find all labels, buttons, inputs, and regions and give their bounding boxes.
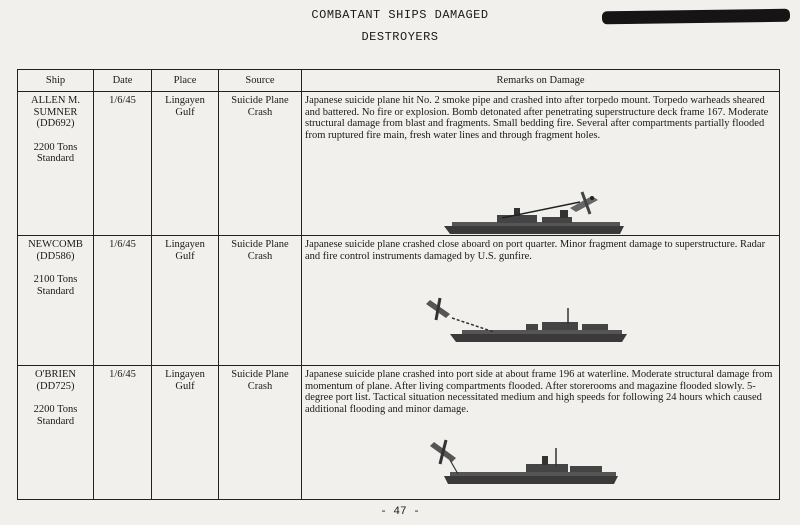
ship-name: O'BRIEN	[35, 369, 76, 380]
source-cell: Suicide Plane Crash	[219, 236, 302, 366]
redaction-mark	[602, 9, 790, 25]
column-header-place: Place	[152, 70, 219, 92]
ship-tonnage: 2200 Tons	[33, 141, 78, 153]
date-cell: 1/6/45	[94, 92, 152, 236]
ship-tonnage-type: Standard	[36, 153, 75, 164]
ship-tonnage: 2100 Tons	[33, 274, 78, 285]
ship-name: ALLEN M. SUMNER	[31, 95, 80, 118]
table-row	[18, 236, 780, 366]
ship-name: NEWCOMB	[28, 239, 83, 250]
ship-number: (DD586)	[36, 250, 75, 262]
remarks-text: Japanese suicide plane crashed into port side at about frame 196 at waterline. Moderate structural damage from momentum of plane. After living compartments flooded. After storerooms and magazine flooded slowly. 5-degree port list. Tactical situation necessitated medium and high speeds for following 24 hours which caused additional flooding and minor damage.	[305, 369, 773, 415]
page-subtitle: DESTROYERS	[361, 30, 439, 44]
date-cell: 1/6/45	[94, 236, 152, 366]
column-header-remarks: Remarks on Damage	[302, 70, 780, 92]
ship-cell	[18, 92, 94, 236]
remarks-cell	[302, 92, 780, 236]
ship-tonnage-type: Standard	[36, 415, 75, 427]
ship-cell	[18, 236, 94, 366]
table-row	[18, 366, 780, 500]
table-header-row	[18, 70, 780, 92]
page-number: - 47 -	[380, 506, 420, 518]
remarks-cell	[302, 366, 780, 500]
source-cell: Suicide Plane Crash	[219, 92, 302, 236]
ship-damage-sketch	[442, 190, 642, 240]
column-header-source: Source	[219, 70, 302, 92]
remarks-text: Japanese suicide plane crashed close aboard on port quarter. Minor fragment damage to superstructure. Radar and fire control instruments damaged by U.S. gunfire.	[305, 239, 766, 262]
remarks-text: Japanese suicide plane hit No. 2 smoke pipe and crashed into after torpedo mount. Torpedo warheads sheared and battered. No fire or explosion. Bomb detonated after penetrating superstructure deck frame 167. Moderate structural damage from blast and fragments. Small bedding fire. Several after compartments partially flooded from ruptured fire main, fresh water lines and through fragment holes.	[305, 95, 769, 141]
place-cell: Lingayen Gulf	[152, 92, 219, 236]
page-title: COMBATANT SHIPS DAMAGED	[311, 8, 489, 22]
ship-damage-sketch	[422, 294, 632, 349]
source-cell: Suicide Plane Crash	[219, 366, 302, 500]
ship-tonnage-type: Standard	[36, 285, 75, 297]
remarks-cell	[302, 236, 780, 366]
ship-cell	[18, 366, 94, 500]
ship-damage-sketch	[430, 438, 630, 493]
place-cell: Lingayen Gulf	[152, 366, 219, 500]
date-cell: 1/6/45	[94, 366, 152, 500]
column-header-ship: Ship	[18, 70, 94, 92]
ship-tonnage: 2200 Tons	[33, 404, 78, 415]
ship-number: (DD692)	[36, 118, 75, 129]
damage-table	[17, 69, 780, 500]
place-cell: Lingayen Gulf	[152, 236, 219, 366]
column-header-date: Date	[94, 70, 152, 92]
ship-number: (DD725)	[36, 380, 75, 392]
table-row	[18, 92, 780, 236]
